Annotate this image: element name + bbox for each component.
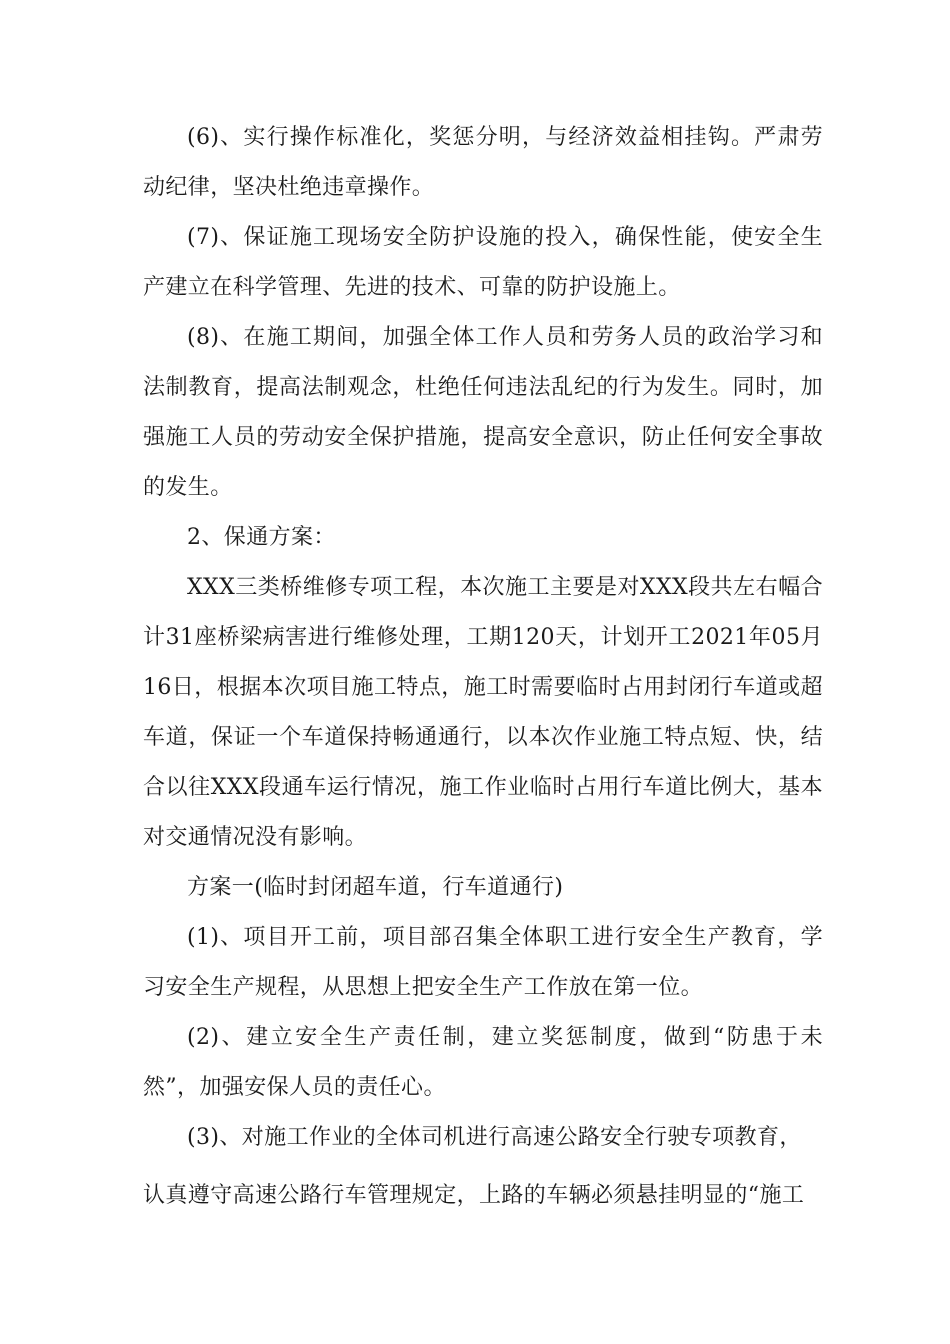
paragraph-item-3-continued: 认真遵守高速公路行车管理规定，上路的车辆必须悬挂明显的“施工: [143, 1183, 805, 1208]
paragraph-project-overview: XXX三类桥维修专项工程，本次施工主要是对XXX段共左右幅合计31座桥梁病害进行维修处理，工期120天，计划开工2021年05月16日，根据本次项目施工特点，施工时需要临时占用封闭行车道或超车道，保证一个车道保持畅通通行，以本次作业施工特点短、快，结合以往XXX段通车运行情况，施工作业临时占用行车道比例大，基本对交通情况没有影响。: [143, 575, 823, 850]
paragraph-item-2: (2)、建立安全生产责任制，建立奖惩制度，做到“防患于未然”，加强安保人员的责任心。: [143, 1025, 823, 1100]
paragraph-item-8: (8)、在施工期间，加强全体工作人员和劳务人员的政治学习和法制教育，提高法制观念，杜绝任何违法乱纪的行为发生。同时，加强施工人员的劳动安全保护措施，提高安全意识，防止任何安全事故的发生。: [143, 325, 823, 500]
paragraph-item-1: (1)、项目开工前，项目部召集全体职工进行安全生产教育，学习安全生产规程，从思想上把安全生产工作放在第一位。: [143, 925, 823, 1000]
paragraph-item-6: (6)、实行操作标准化，奖惩分明，与经济效益相挂钩。严肃劳动纪律，坚决杜绝违章操作。: [143, 125, 823, 200]
paragraph-item-7: (7)、保证施工现场安全防护设施的投入，确保性能，使安全生产建立在科学管理、先进的技术、可靠的防护设施上。: [143, 225, 823, 300]
section-heading-traffic-plan: 2、保通方案：: [187, 525, 336, 550]
document-body: [143, 113, 823, 1221]
paragraph-item-3: (3)、对施工作业的全体司机进行高速公路安全行驶专项教育，: [187, 1125, 802, 1150]
subheading-plan-one: 方案一(临时封闭超车道，行车道通行): [187, 875, 564, 900]
